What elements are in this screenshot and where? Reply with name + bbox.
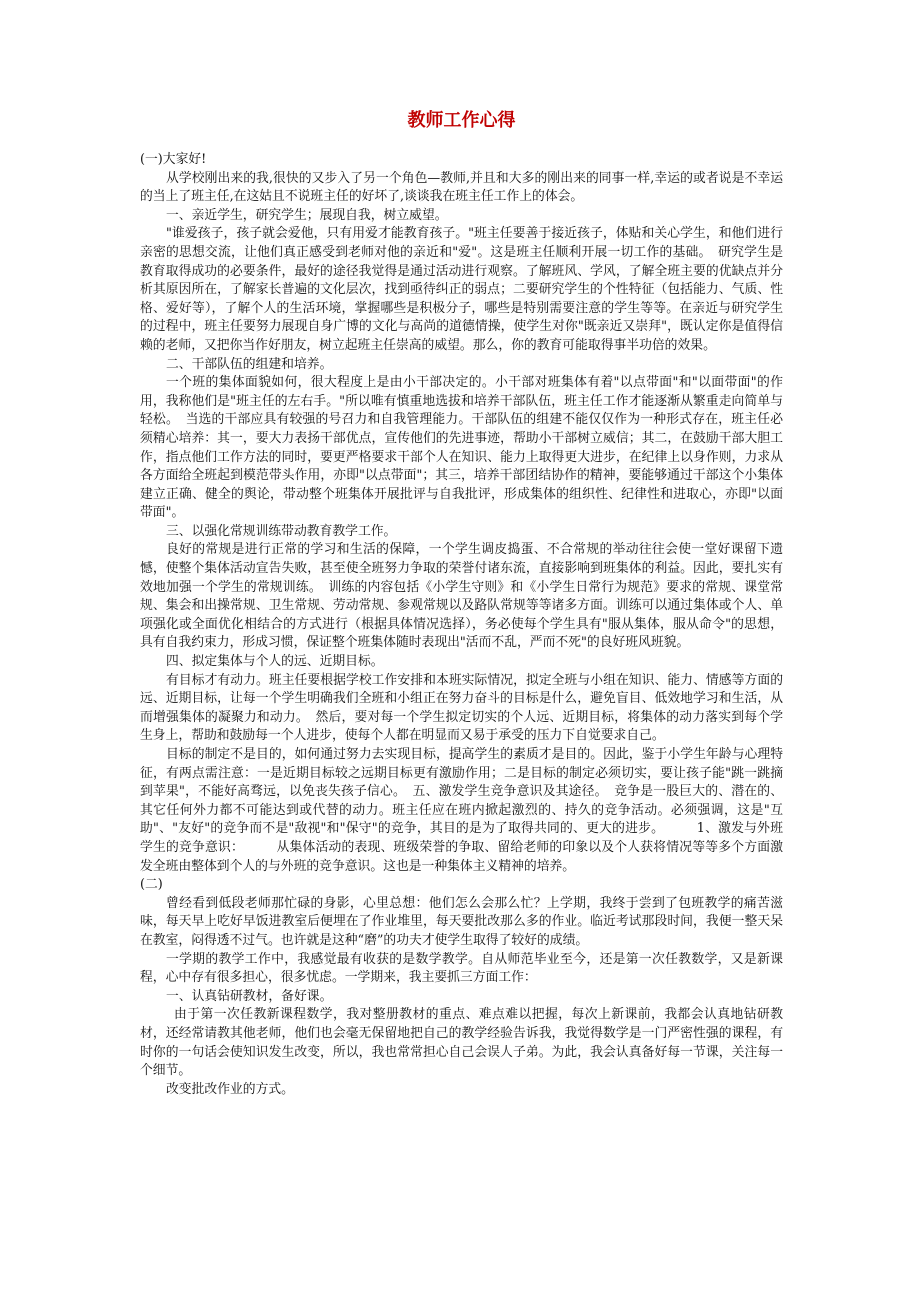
paragraph: "谁爱孩子，孩子就会爱他，只有用爱才能教育孩子。"班主任要善于接近孩子，体贴和关心学生，和他们进行亲密的思想交流，让他们真正感受到老师对他的亲近和"爱"。这是班主任顺利开展一切工作的基础。 研究学生是教育取得成功的必要条件，最好的途径我觉得是通过活动进行观察。了解班风、学风，了解全班主要的优缺点并分析其原因所在，了解家长普遍的文化层次，找到亟待纠正的弱点；二要研究学生的个性特征（包括能力、气质、性格、爱好等），了解个人的生活环境，掌握哪些是积极分子，哪些是特别需要注意的学生等等。在亲近与研究学生的过程中，班主任要努力展现自身广博的文化与高尚的道德情操，使学生对你"既亲近又崇拜"，既认定你是值得信赖的老师，又把你当作好朋友，树立起班主任崇高的威望。那么，你的教育可能取得事半功倍的效果。 — [140, 226, 783, 353]
paragraph: 改变批改作业的方式。 — [166, 1081, 294, 1097]
document-page — [140, 0, 783, 1099]
paragraph: 一学期的教学工作中，我感觉最有收获的是数学教学。自从师范毕业至今，还是第一次任教数学，又是新课程，心中存有很多担心，很多忧虑。一学期来，我主要抓三方面工作： — [140, 951, 783, 986]
paragraph: 二、干部队伍的组建和培养。 — [166, 356, 333, 372]
paragraph: 曾经看到低段老师那忙碌的身影，心里总想：他们怎么会那么忙？上学期，我终于尝到了包班教学的痛苦滋味，每天早上吃好早饭进教室后便埋在了作业堆里，每天要批改那么多的作业。临近考试那段时间，我便一整天呆在教室，闷得透不过气。也许就是这种“磨”的功夫才使学生取得了较好的成绩。 — [140, 895, 783, 948]
paragraph: 有目标才有动力。班主任要根据学校工作安排和本班实际情况，拟定全班与小组在知识、能力、情感等方面的远、近期目标，让每一个学生明确我们全班和小组正在努力奋斗的目标是什么，避免盲目、低效地学习和生活，从而增强集体的凝聚力和动力。 然后，要对每一个学生拟定切实的个人远、近期目标，将集体的动力落实到每个学生身上，帮助和鼓励每一个人进步，使每个人都在明显而又易于承受的压力下自觉要求自己。 — [140, 672, 783, 744]
paragraph: 目标的制定不是目的，如何通过努力去实现目标，提高学生的素质才是目的。因此，鉴于小学生年龄与心理特征，有两点需注意：一是近期目标较之远期目标更有激励作用；二是目标的制定必须切实，要让孩子能"跳一跳摘到苹果"，不能好高骛远，以免丧失孩子信心。 五、激发学生竞争意识及其途径。 竞争是一股巨大的、潜在的、其它任何外力都不可能达到或代替的动力。班主任应在班内掀起激烈的、持久的竞争活动。必须强调，这是"互助"、"友好"的竞争而不是"敌视"和"保守"的竞争，其目的是为了取得共同的、更大的进步。 1、激发与外班学生的竞争意识： 从集体活动的表现、班级荣誉的争取、留给老师的印象以及个人获将情况等等多个方面激发全班由整体到个人的与外班的竞争意识。这也是一种集体主义精神的培养。 — [140, 747, 783, 874]
paragraph: 由于第一次任教新课程数学，我对整册教材的重点、难点难以把握，每次上新课前，我都会认真地钻研教材，还经常请教其他老师，他们也会毫无保留地把自己的教学经验告诉我，我觉得数学是一门严密性强的课程，有时你的一句话会使知识发生改变，所以，我也常常担心自己会误人子弟。为此，我会认真备好每一节课，关注每一个细节。 — [140, 1007, 783, 1079]
paragraph: (一)大家好! — [140, 152, 207, 167]
paragraph: 一个班的集体面貌如何，很大程度上是由小干部决定的。小干部对班集体有着"以点带面"和"以面带面"的作用，我称他们是"班主任的左右手。"所以唯有慎重地选拔和培养干部队伍，班主任工作才能逐渐从繁重走向简单与轻松。 当选的干部应具有较强的号召力和自我管理能力。干部队伍的组建不能仅仅作为一种形式存在，班主任必须精心培养：其一，要大力表扬干部优点，宣传他们的先进事迹，帮助小干部树立威信；其二，在鼓励干部大胆工作，指点他们工作方法的同时，要更严格要求干部个人在知识、能力上取得更大进步，在纪律上以身作则，力求从各方面给全班起到模范带头作用，亦即"以点带面"；其三，培养干部团结协作的精神，要能够通过干部这个小集体建立正确、健全的舆论，带动整个班集体开展批评与自我批评，形成集体的组织性、纪律性和进取心，亦即"以面带面"。 — [140, 375, 783, 521]
paragraph: 从学校刚出来的我,很快的又步入了另一个角色—教师,并且和大多的刚出来的同事一样,幸运的或者说是不幸运的当上了班主任,在这姑且不说班主任的好坏了,谈谈我在班主任工作上的体会。 — [140, 170, 783, 205]
paragraph: 良好的常规是进行正常的学习和生活的保障，一个学生调皮捣蛋、不合常规的举动往往会使一堂好课留下遗憾，使整个集体活动宣告失败，甚至使全班努力争取的荣誉付诸东流，直接影响到班集体的利益。因此，要扎实有效地加强一个学生的常规训练。 训练的内容包括《小学生守则》和《小学生日常行为规范》要求的常规、课堂常规、集会和出操常规、卫生常规、劳动常规、参观常规以及路队常规等等诸多方面。训练可以通过集体或个人、单项强化或全面优化相结合的方式进行（根据具体情况选择），务必使每个学生具有"服从集体，服从命令"的思想，具有自我约束力，形成习惯，保证整个班集体随时表现出"活而不乱，严而不死"的良好班风班貌。 — [140, 542, 783, 651]
paragraph: 一、亲近学生，研究学生；展现自我，树立威望。 — [166, 207, 448, 223]
paragraph: 四、拟定集体与个人的远、近期目标。 — [166, 654, 384, 670]
paragraph: 三、以强化常规训练带动教育教学工作。 — [166, 523, 397, 539]
document-body — [140, 151, 783, 1099]
paragraph: 一、认真钻研教材，备好课。 — [166, 988, 333, 1004]
document-title: 教师工作心得 — [407, 110, 516, 131]
paragraph: (二) — [140, 877, 163, 893]
